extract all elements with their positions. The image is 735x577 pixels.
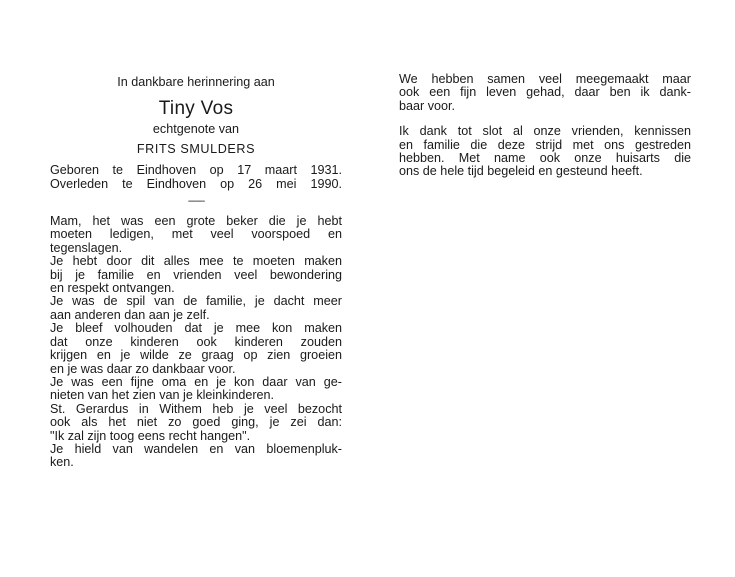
message-paragraph <box>50 255 342 295</box>
message-line: bij je familie en vrienden veel bewondering <box>50 267 342 282</box>
left-message <box>50 215 342 470</box>
deceased-name: Tiny Vos <box>158 98 234 120</box>
message-paragraph <box>50 322 342 376</box>
divider: ------- <box>187 196 205 208</box>
message-line: Je hebt door dit alles mee te moeten maken <box>50 254 342 269</box>
message-line: hebben. Met name ook onze huisarts die <box>399 151 691 166</box>
message-line: We hebben samen veel meegemaakt maar <box>399 72 691 86</box>
message-line: Je hield van wandelen en van bloemenpluk- <box>50 441 342 456</box>
intro-text: In dankbare herinnering aan <box>117 75 275 89</box>
message-line: krijgen en je wilde ze graag op zien groeien <box>50 348 342 363</box>
spouse-label: echtgenote van <box>152 122 240 137</box>
message-paragraph <box>399 73 691 113</box>
message-paragraph <box>50 443 342 470</box>
message-line: Mam, het was een grote beker die je hebt <box>50 214 342 229</box>
message-line: Je was de spil van de familie, je dacht meer <box>50 294 342 309</box>
message-line: baar voor. <box>399 98 456 113</box>
message-line: ken. <box>50 455 74 470</box>
message-line: Ik dank tot slot al onze vrienden, kennissen <box>399 124 691 139</box>
message-line: en respekt ontvangen. <box>50 281 175 296</box>
message-line: ons de hele tijd begeleid en gesteund heeft. <box>399 164 643 179</box>
message-paragraph <box>50 215 342 255</box>
message-line: tegenslagen. <box>50 240 123 255</box>
message-line: "Ik zal zijn toog eens recht hangen". <box>50 428 251 443</box>
dates-block <box>50 164 342 191</box>
right-message <box>399 73 691 179</box>
message-line: aan anderen dan aan je zelf. <box>50 307 210 322</box>
death-line: Overleden te Eindhoven op 26 mei 1990. <box>50 176 342 191</box>
message-line: en familie die deze strijd met ons gestreden <box>399 137 691 152</box>
message-line: St. Gerardus in Withem heb je veel bezocht <box>50 401 342 416</box>
message-paragraph <box>50 403 342 443</box>
message-line: Je was een fijne oma en je kon daar van ge- <box>50 374 342 389</box>
message-paragraph <box>50 376 342 403</box>
message-paragraph <box>399 125 691 179</box>
message-line: dat onze kinderen ook kinderen zouden <box>50 334 342 349</box>
spouse-name: FRITS SMULDERS <box>136 141 256 156</box>
message-line: en je was daar zo dankbaar voor. <box>50 361 236 376</box>
birth-line: Geboren te Eindhoven op 17 maart 1931. <box>50 163 342 178</box>
message-line: nieten van het zien van je kleinkinderen. <box>50 388 275 403</box>
right-column <box>399 73 691 179</box>
left-column <box>50 76 342 470</box>
message-line: ook als het niet zo goed ging, je zei dan: <box>50 415 342 430</box>
message-line: Je bleef volhouden dat je mee kon maken <box>50 321 342 336</box>
message-line: moeten ledigen, met veel voorspoed en <box>50 227 342 242</box>
message-line: ook een fijn leven gehad, daar ben ik dank- <box>399 85 691 100</box>
message-paragraph <box>50 295 342 322</box>
